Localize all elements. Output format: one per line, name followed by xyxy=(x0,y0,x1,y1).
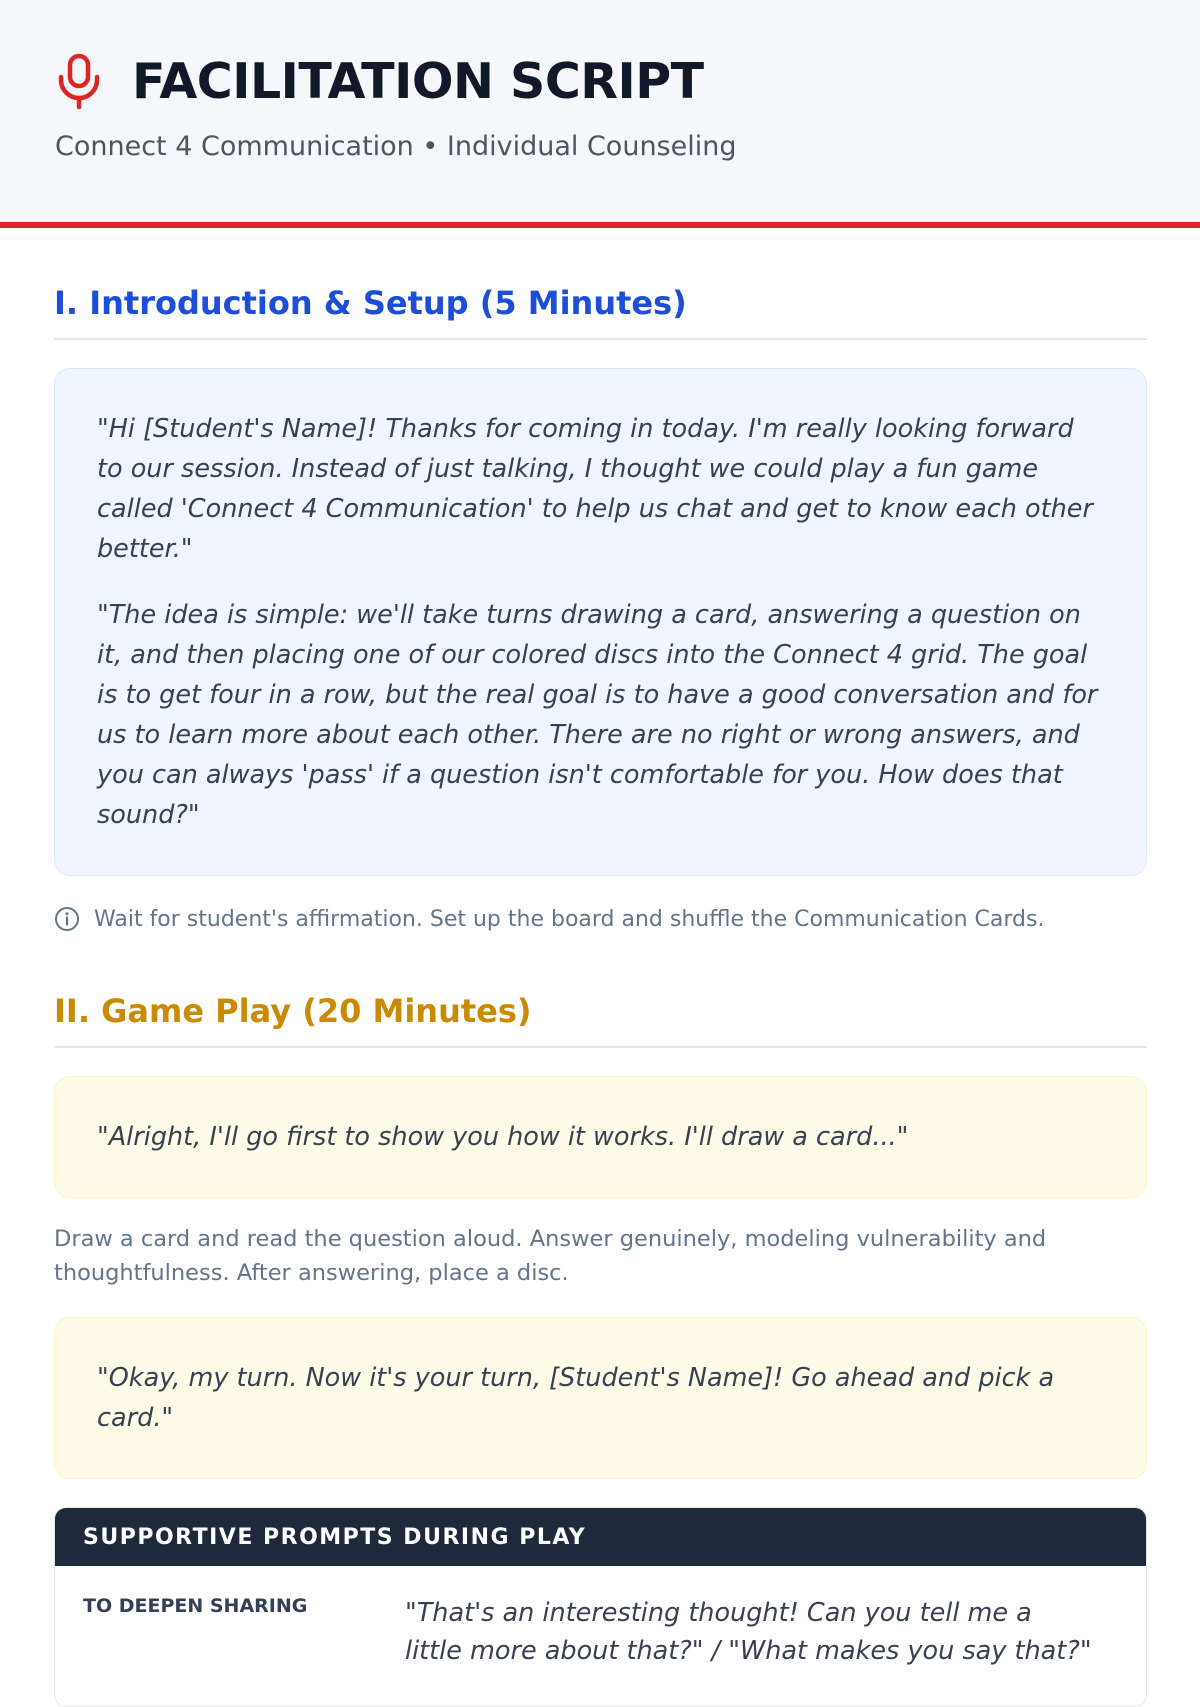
section-heading-game-play: II. Game Play (20 Minutes) xyxy=(54,992,1147,1048)
prompt-text: "That's an interesting thought! Can you tell me a little more about that?" / "What makes you say that?" xyxy=(405,1598,1092,1666)
microphone-icon xyxy=(56,52,102,110)
page-header xyxy=(0,0,1200,228)
facilitator-note-text: Wait for student's affirmation. Set up the board and shuffle the Communication Cards. xyxy=(94,906,1045,932)
game-play-instruction: Draw a card and read the question aloud. Answer genuinely, modeling vulnerability and thoughtfulness. After answering, place a disc. xyxy=(54,1226,1047,1286)
supportive-prompts-title: SUPPORTIVE PROMPTS DURING PLAY xyxy=(55,1508,1146,1566)
prompt-label: TO DEEPEN SHARING xyxy=(83,1595,308,1617)
page-title: FACILITATION SCRIPT xyxy=(132,52,704,110)
info-icon xyxy=(54,906,80,932)
student-turn-script-box xyxy=(54,1317,1147,1479)
facilitator-note xyxy=(54,906,1147,932)
introduction-script-box xyxy=(54,368,1147,876)
prompt-row xyxy=(55,1566,1146,1670)
section-heading-introduction: I. Introduction & Setup (5 Minutes) xyxy=(54,284,1147,340)
supportive-prompts-table xyxy=(54,1507,1147,1707)
script-paragraph: "Hi [Student's Name]! Thanks for coming in today. I'm really looking forward to our session. Instead of just talking, I thought we could play a fun game called 'Connect 4 Communication' to help us chat and get to know each other better." xyxy=(97,414,1093,564)
script-paragraph: "Alright, I'll go first to show you how it works. I'll draw a card..." xyxy=(97,1122,909,1152)
game-play-script-box xyxy=(54,1076,1147,1198)
title-row xyxy=(56,52,704,110)
script-paragraph: "The idea is simple: we'll take turns drawing a card, answering a question on it, and then placing one of our colored discs into the Connect 4 grid. The goal is to get four in a row, but the real goal is to have a good conversation and for us to learn more about each other. There are no right or wrong answers, and you can always 'pass' if a question isn't comfortable for you. How does that sound?" xyxy=(97,600,1098,830)
script-content xyxy=(54,284,1147,1707)
script-paragraph: "Okay, my turn. Now it's your turn, [Student's Name]! Go ahead and pick a card." xyxy=(97,1363,1055,1433)
page-subtitle: Connect 4 Communication • Individual Counseling xyxy=(55,131,737,162)
